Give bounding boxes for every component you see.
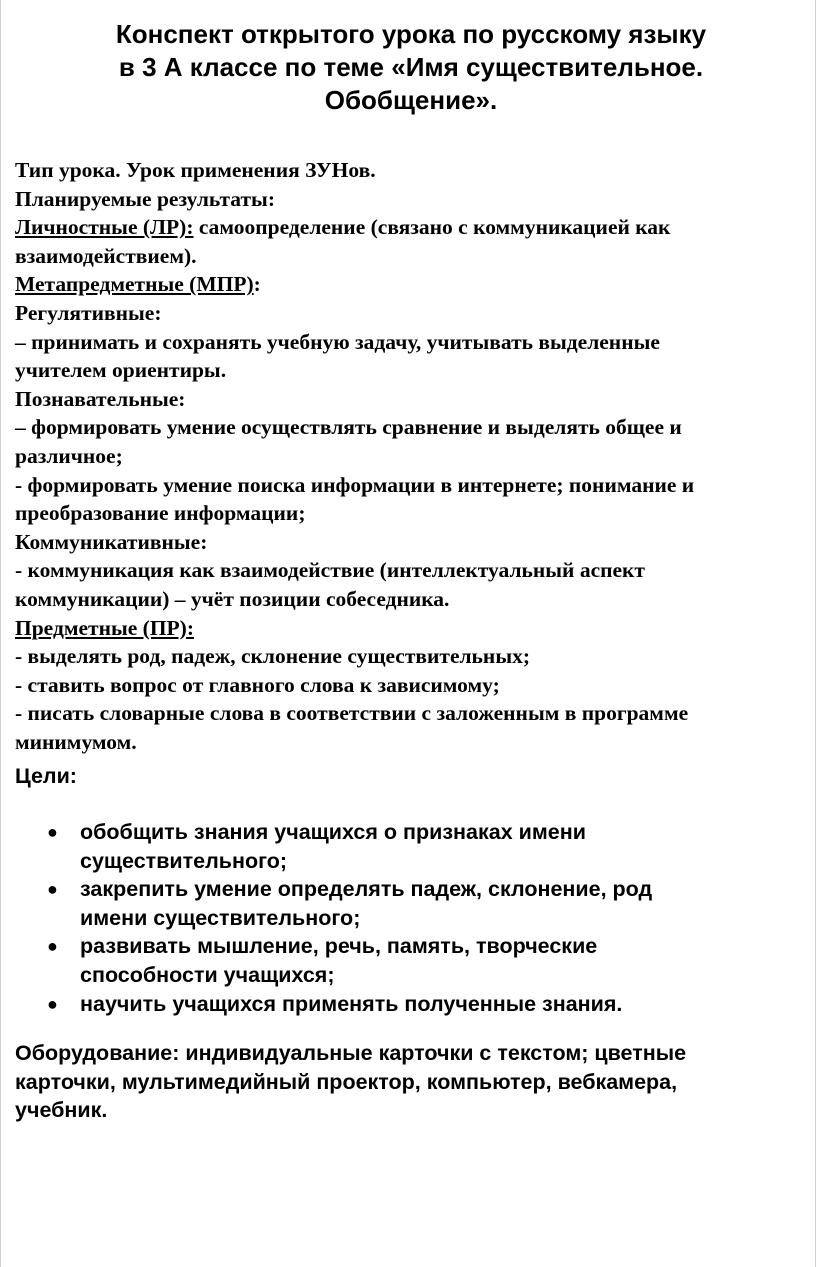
goal-text-cont: способности учащихся; (80, 962, 335, 987)
goal-text: развивать мышление, речь, память, творческие (80, 934, 598, 959)
communicative-item: - коммуникация как взаимодействие (интеллектуальный аспект (15, 558, 645, 583)
title-line: Обобщение». (324, 85, 498, 115)
meta-results (15, 270, 805, 299)
regulatory-item-cont: учителем ориентиры. (15, 358, 227, 383)
bullet-icon: ● (47, 879, 58, 900)
goal-item (47, 932, 787, 989)
equipment-text: Оборудование: индивидуальные карточки с текстом; цветные (15, 1041, 687, 1065)
goals-list (47, 818, 787, 1018)
subject-item: - выделять род, падеж, склонение существительных; (15, 644, 531, 669)
cognitive-item: – формировать умение осуществлять сравнение и выделять общее и (15, 415, 682, 440)
personal-text: самоопределение (связано с коммуникацией как (193, 215, 671, 240)
goal-item (47, 818, 787, 875)
meta-label: Метапредметные (МПР) (15, 272, 254, 297)
goal-item (47, 990, 787, 1019)
personal-label: Личностные (ЛР): (15, 215, 194, 240)
goal-text-cont: имени существительного; (80, 905, 361, 930)
planned-results-section (15, 156, 805, 756)
regulatory-label: Регулятивные: (15, 300, 162, 325)
bullet-icon: ● (47, 936, 58, 957)
subject-item-cont: минимумом. (15, 729, 137, 754)
communicative-item-cont: коммуникации) – учёт позиции собеседника. (15, 586, 450, 611)
subject-label: Предметные (ПР): (15, 615, 194, 640)
cognitive-label: Познавательные: (15, 386, 186, 411)
goal-text: закрепить умение определять падеж, склонение, род (80, 877, 653, 902)
title-line: в 3 А классе по теме «Имя существительное. (118, 52, 704, 82)
goals-label: Цели: (15, 764, 77, 788)
subject-item: - писать словарные слова в соответствии с заложенным в программе (15, 701, 689, 726)
equipment-section (15, 1039, 805, 1125)
goal-item (47, 875, 787, 932)
equipment-text-cont: учебник. (15, 1098, 108, 1123)
goal-text: обобщить знания учащихся о признаках имени (80, 820, 586, 844)
cognitive-item: - формировать умение поиска информации в интернете; понимание и (15, 472, 695, 497)
communicative-label: Коммуникативные: (15, 529, 208, 554)
title-line: Конспект открытого урока по русскому языку (115, 19, 707, 49)
personal-results (15, 213, 805, 242)
meta-colon: : (253, 272, 261, 297)
cognitive-item-cont: преобразование информации; (15, 501, 306, 526)
equipment-text-cont: карточки, мультимедийный проектор, компьютер, вебкамера, (15, 1069, 678, 1094)
planned-results-label: Планируемые результаты: (15, 186, 276, 211)
subject-item: - ставить вопрос от главного слова к зависимому; (15, 672, 500, 697)
lesson-type: Тип урока. Урок применения ЗУНов. (15, 158, 376, 182)
regulatory-item: – принимать и сохранять учебную задачу, учитывать выделенные (15, 329, 660, 354)
bullet-icon: ● (47, 993, 58, 1014)
goal-text-cont: существительного; (80, 848, 288, 873)
bullet-icon: ● (47, 822, 58, 842)
personal-text-cont: взаимодействием). (15, 243, 197, 268)
subject-results (15, 614, 805, 643)
page-title (41, 18, 781, 117)
cognitive-item-cont: различное; (15, 443, 123, 468)
goal-text: научить учащихся применять полученные знания. (80, 991, 623, 1016)
